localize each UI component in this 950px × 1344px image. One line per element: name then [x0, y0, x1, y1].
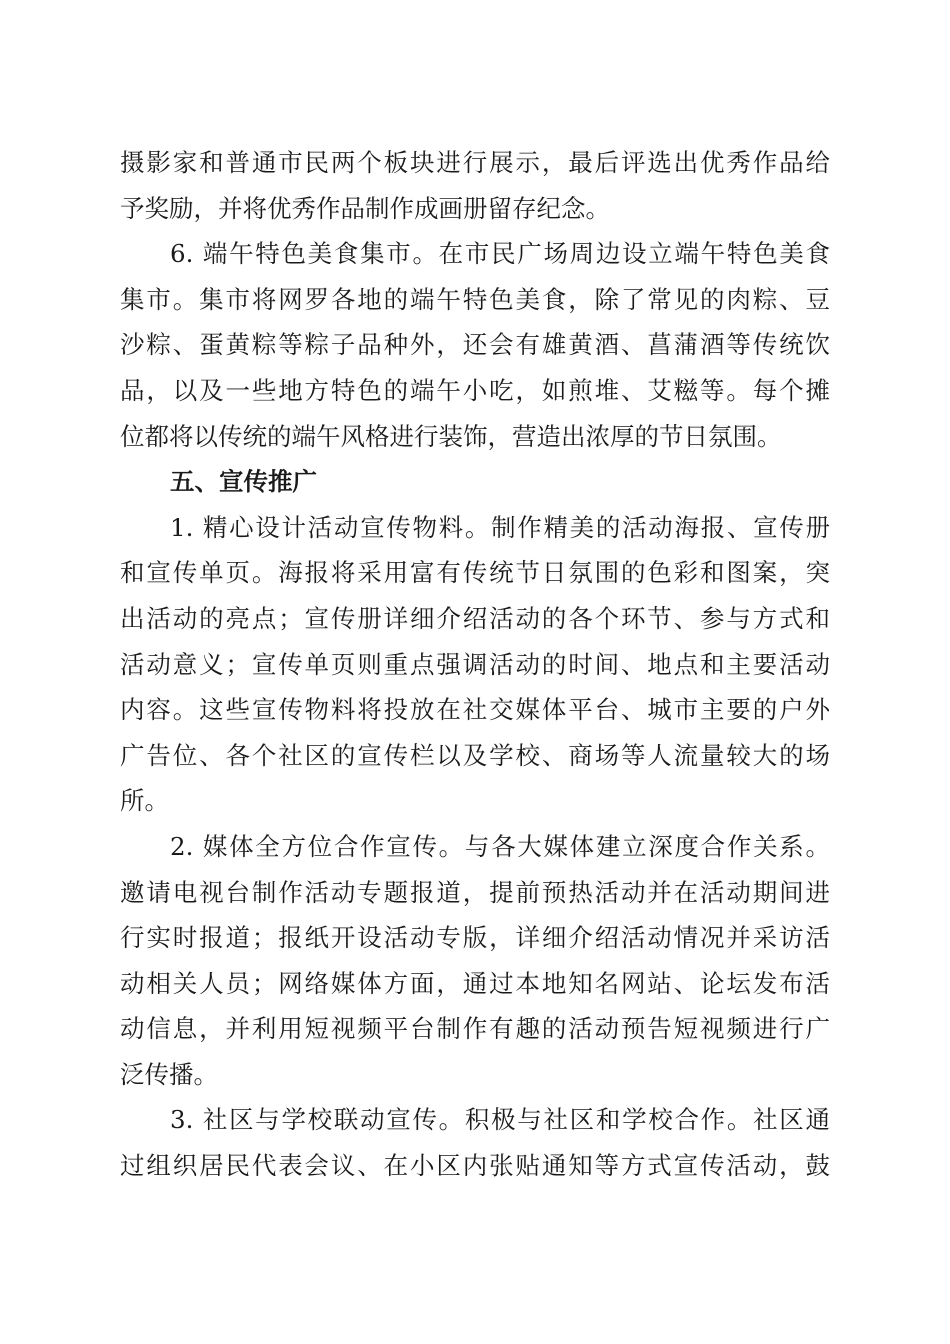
- body-text-line: 予奖励，并将优秀作品制作成画册留存纪念。: [120, 193, 610, 223]
- body-text-line: 泛传播。: [120, 1059, 218, 1089]
- body-text-line: 出活动的亮点；宣传册详细介绍活动的各个环节、参与方式和: [120, 603, 830, 633]
- list-item-first-line: 2. 媒体全方位合作宣传。与各大媒体建立深度合作关系。: [170, 831, 830, 861]
- body-text-line: 邀请电视台制作活动专题报道，提前预热活动并在活动期间进: [120, 877, 830, 907]
- section-heading: 五、宣传推广: [170, 467, 317, 497]
- document-page: [120, 140, 830, 1189]
- body-text-line: 活动意义；宣传单页则重点强调活动的时间、地点和主要活动: [120, 649, 830, 679]
- body-text-line: 品，以及一些地方特色的端午小吃，如煎堆、艾糍等。每个摊: [120, 375, 830, 405]
- body-text-line: 集市。集市将网罗各地的端午特色美食，除了常见的肉粽、豆: [120, 284, 830, 314]
- list-item-first-line: 1. 精心设计活动宣传物料。制作精美的活动海报、宣传册: [170, 512, 830, 542]
- body-text-line: 动相关人员；网络媒体方面，通过本地知名网站、论坛发布活: [120, 968, 830, 998]
- list-item-first-line: 6. 端午特色美食集市。在市民广场周边设立端午特色美食: [170, 239, 830, 269]
- body-text-line: 位都将以传统的端午风格进行装饰，营造出浓厚的节日氛围。: [120, 421, 782, 451]
- body-text-line: 广告位、各个社区的宣传栏以及学校、商场等人流量较大的场: [120, 740, 830, 770]
- body-text-line: 所。: [120, 786, 169, 816]
- list-item-first-line: 3. 社区与学校联动宣传。积极与社区和学校合作。社区通: [170, 1105, 830, 1135]
- body-text-line: 过组织居民代表会议、在小区内张贴通知等方式宣传活动，鼓: [120, 1151, 830, 1181]
- body-text-line: 摄影家和普通市民两个板块进行展示，最后评选出优秀作品给: [120, 148, 830, 177]
- body-text-line: 动信息，并利用短视频平台制作有趣的活动预告短视频进行广: [120, 1014, 830, 1044]
- body-text-line: 内容。这些宣传物料将投放在社交媒体平台、城市主要的户外: [120, 695, 830, 725]
- body-text-line: 和宣传单页。海报将采用富有传统节日氛围的色彩和图案，突: [120, 558, 830, 588]
- body-text-line: 沙粽、蛋黄粽等粽子品种外，还会有雄黄酒、菖蒲酒等传统饮: [120, 330, 830, 360]
- body-text-line: 行实时报道；报纸开设活动专版，详细介绍活动情况并采访活: [120, 923, 830, 953]
